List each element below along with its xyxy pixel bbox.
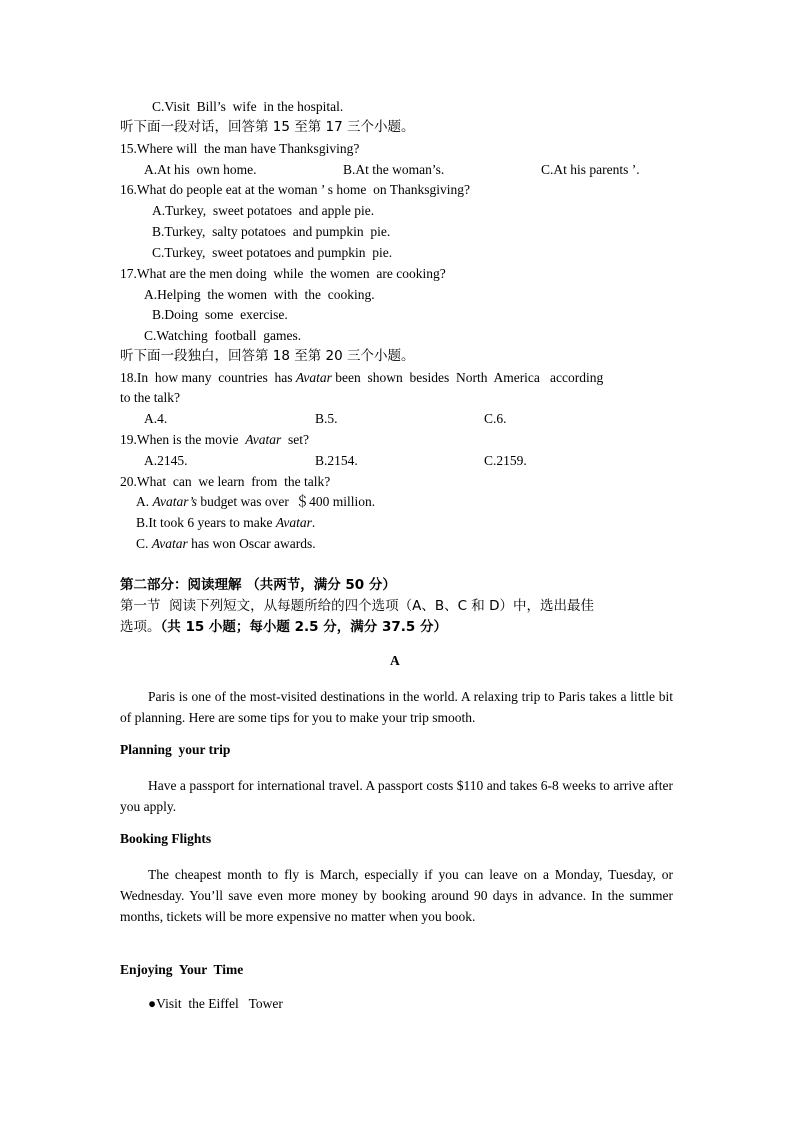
q19-option-c: C.2159. bbox=[484, 453, 527, 468]
q16-option-b: B.Turkey, salty potatoes and pumpkin pie. bbox=[152, 224, 391, 239]
question-17: 17.What are the men doing while the women are cooking? bbox=[120, 266, 446, 281]
q15-option-a: A.At his own home. bbox=[144, 162, 257, 177]
heading-planning: Planning your trip bbox=[120, 742, 231, 757]
heading-enjoying: Enjoying Your Time bbox=[120, 962, 244, 977]
heading-booking: Booking Flights bbox=[120, 831, 212, 846]
q18-stem-part1: 18.In how many countries has bbox=[120, 370, 296, 385]
passage-intro: Paris is one of the most-visited destinations in the world. A relaxing trip to Paris takes a little bit of planning. Here are some tips for you to make your trip smooth. bbox=[120, 689, 673, 725]
q20-b-title: Avatar bbox=[275, 515, 312, 530]
instruction-18-20: 听下面一段独白，回答第 18 至第 20 三个小题。 bbox=[120, 348, 415, 364]
q19-option-b: B.2154. bbox=[315, 453, 358, 468]
q20-option-b bbox=[136, 515, 315, 531]
instruction-15-17: 听下面一段对话，回答第 15 至第 17 三个小题。 bbox=[120, 119, 415, 135]
planning-paragraph: Have a passport for international travel. A passport costs $110 and takes 6-8 weeks to arrive after you apply. bbox=[120, 778, 673, 814]
q20-c-prefix: C. bbox=[136, 536, 152, 551]
q20-c-title: Avatar bbox=[151, 536, 188, 551]
q18-option-a: A.4. bbox=[144, 411, 168, 426]
q20-b-prefix: B.It took 6 years to make bbox=[136, 515, 276, 530]
q19-stem-part2: set? bbox=[281, 432, 309, 447]
question-16: 16.What do people eat at the woman ’ s home on Thanksgiving? bbox=[120, 182, 471, 197]
question-18 bbox=[120, 370, 603, 386]
q18-option-c: C.6. bbox=[484, 411, 507, 426]
q16-option-a: A.Turkey, sweet potatoes and apple pie. bbox=[152, 203, 375, 218]
section1-instruction-prefix: 选项。 bbox=[120, 619, 161, 635]
q20-a-prefix: A. bbox=[136, 494, 153, 509]
q20-a-title: Avatar’s bbox=[152, 494, 198, 509]
q15-option-c: C.At his parents ’. bbox=[541, 162, 640, 177]
question-18-line2: to the talk? bbox=[120, 390, 180, 405]
q20-c-rest: has won Oscar awards. bbox=[187, 536, 316, 551]
booking-paragraph: The cheapest month to fly is March, especially if you can leave on a Monday, Tuesday, or Wednesday. You’ll save even more money by booking around 90 days in advance. In the summer months, tickets will be more expensive no matter when you book. bbox=[120, 867, 673, 924]
q20-option-c bbox=[136, 536, 316, 552]
q19-stem-title: Avatar bbox=[245, 432, 282, 447]
q17-option-c: C.Watching football games. bbox=[144, 328, 302, 343]
q20-a-rest: budget was over ＄400 million. bbox=[197, 494, 376, 509]
question-15: 15.Where will the man have Thanksgiving? bbox=[120, 141, 360, 156]
q19-stem-part1: 19.When is the movie bbox=[120, 432, 246, 447]
q18-stem-part2: been shown besides North America according bbox=[331, 370, 604, 385]
q15-option-b: B.At the woman’s. bbox=[343, 162, 445, 177]
q18-option-b: B.5. bbox=[315, 411, 338, 426]
section1-instruction-line2 bbox=[120, 619, 447, 635]
section1-instruction-scoring: （共 15 小题；每小题 2.5 分，满分 37.5 分） bbox=[160, 619, 447, 635]
q17-option-b: B.Doing some exercise. bbox=[152, 307, 288, 322]
section1-instruction-line1: 第一节 阅读下列短文，从每题所给的四个选项（A、B、C 和 D）中，选出最佳 bbox=[120, 598, 594, 614]
q19-option-a: A.2145. bbox=[144, 453, 188, 468]
part2-heading: 第二部分：阅读理解 （共两节，满分 50 分） bbox=[120, 577, 396, 593]
bullet-eiffel-tower: ●Visit the Eiffel Tower bbox=[148, 996, 283, 1011]
q18-stem-title: Avatar bbox=[295, 370, 332, 385]
passage-label: A bbox=[390, 653, 400, 668]
q17-option-a: A.Helping the women with the cooking. bbox=[144, 287, 375, 302]
q20-b-rest: . bbox=[311, 515, 316, 530]
q14-option-c: C.Visit Bill’s wife in the hospital. bbox=[152, 99, 344, 114]
q16-option-c: C.Turkey, sweet potatoes and pumpkin pie. bbox=[152, 245, 393, 260]
question-20: 20.What can we learn from the talk? bbox=[120, 474, 331, 489]
question-19 bbox=[120, 432, 309, 448]
q20-option-a bbox=[136, 494, 375, 510]
